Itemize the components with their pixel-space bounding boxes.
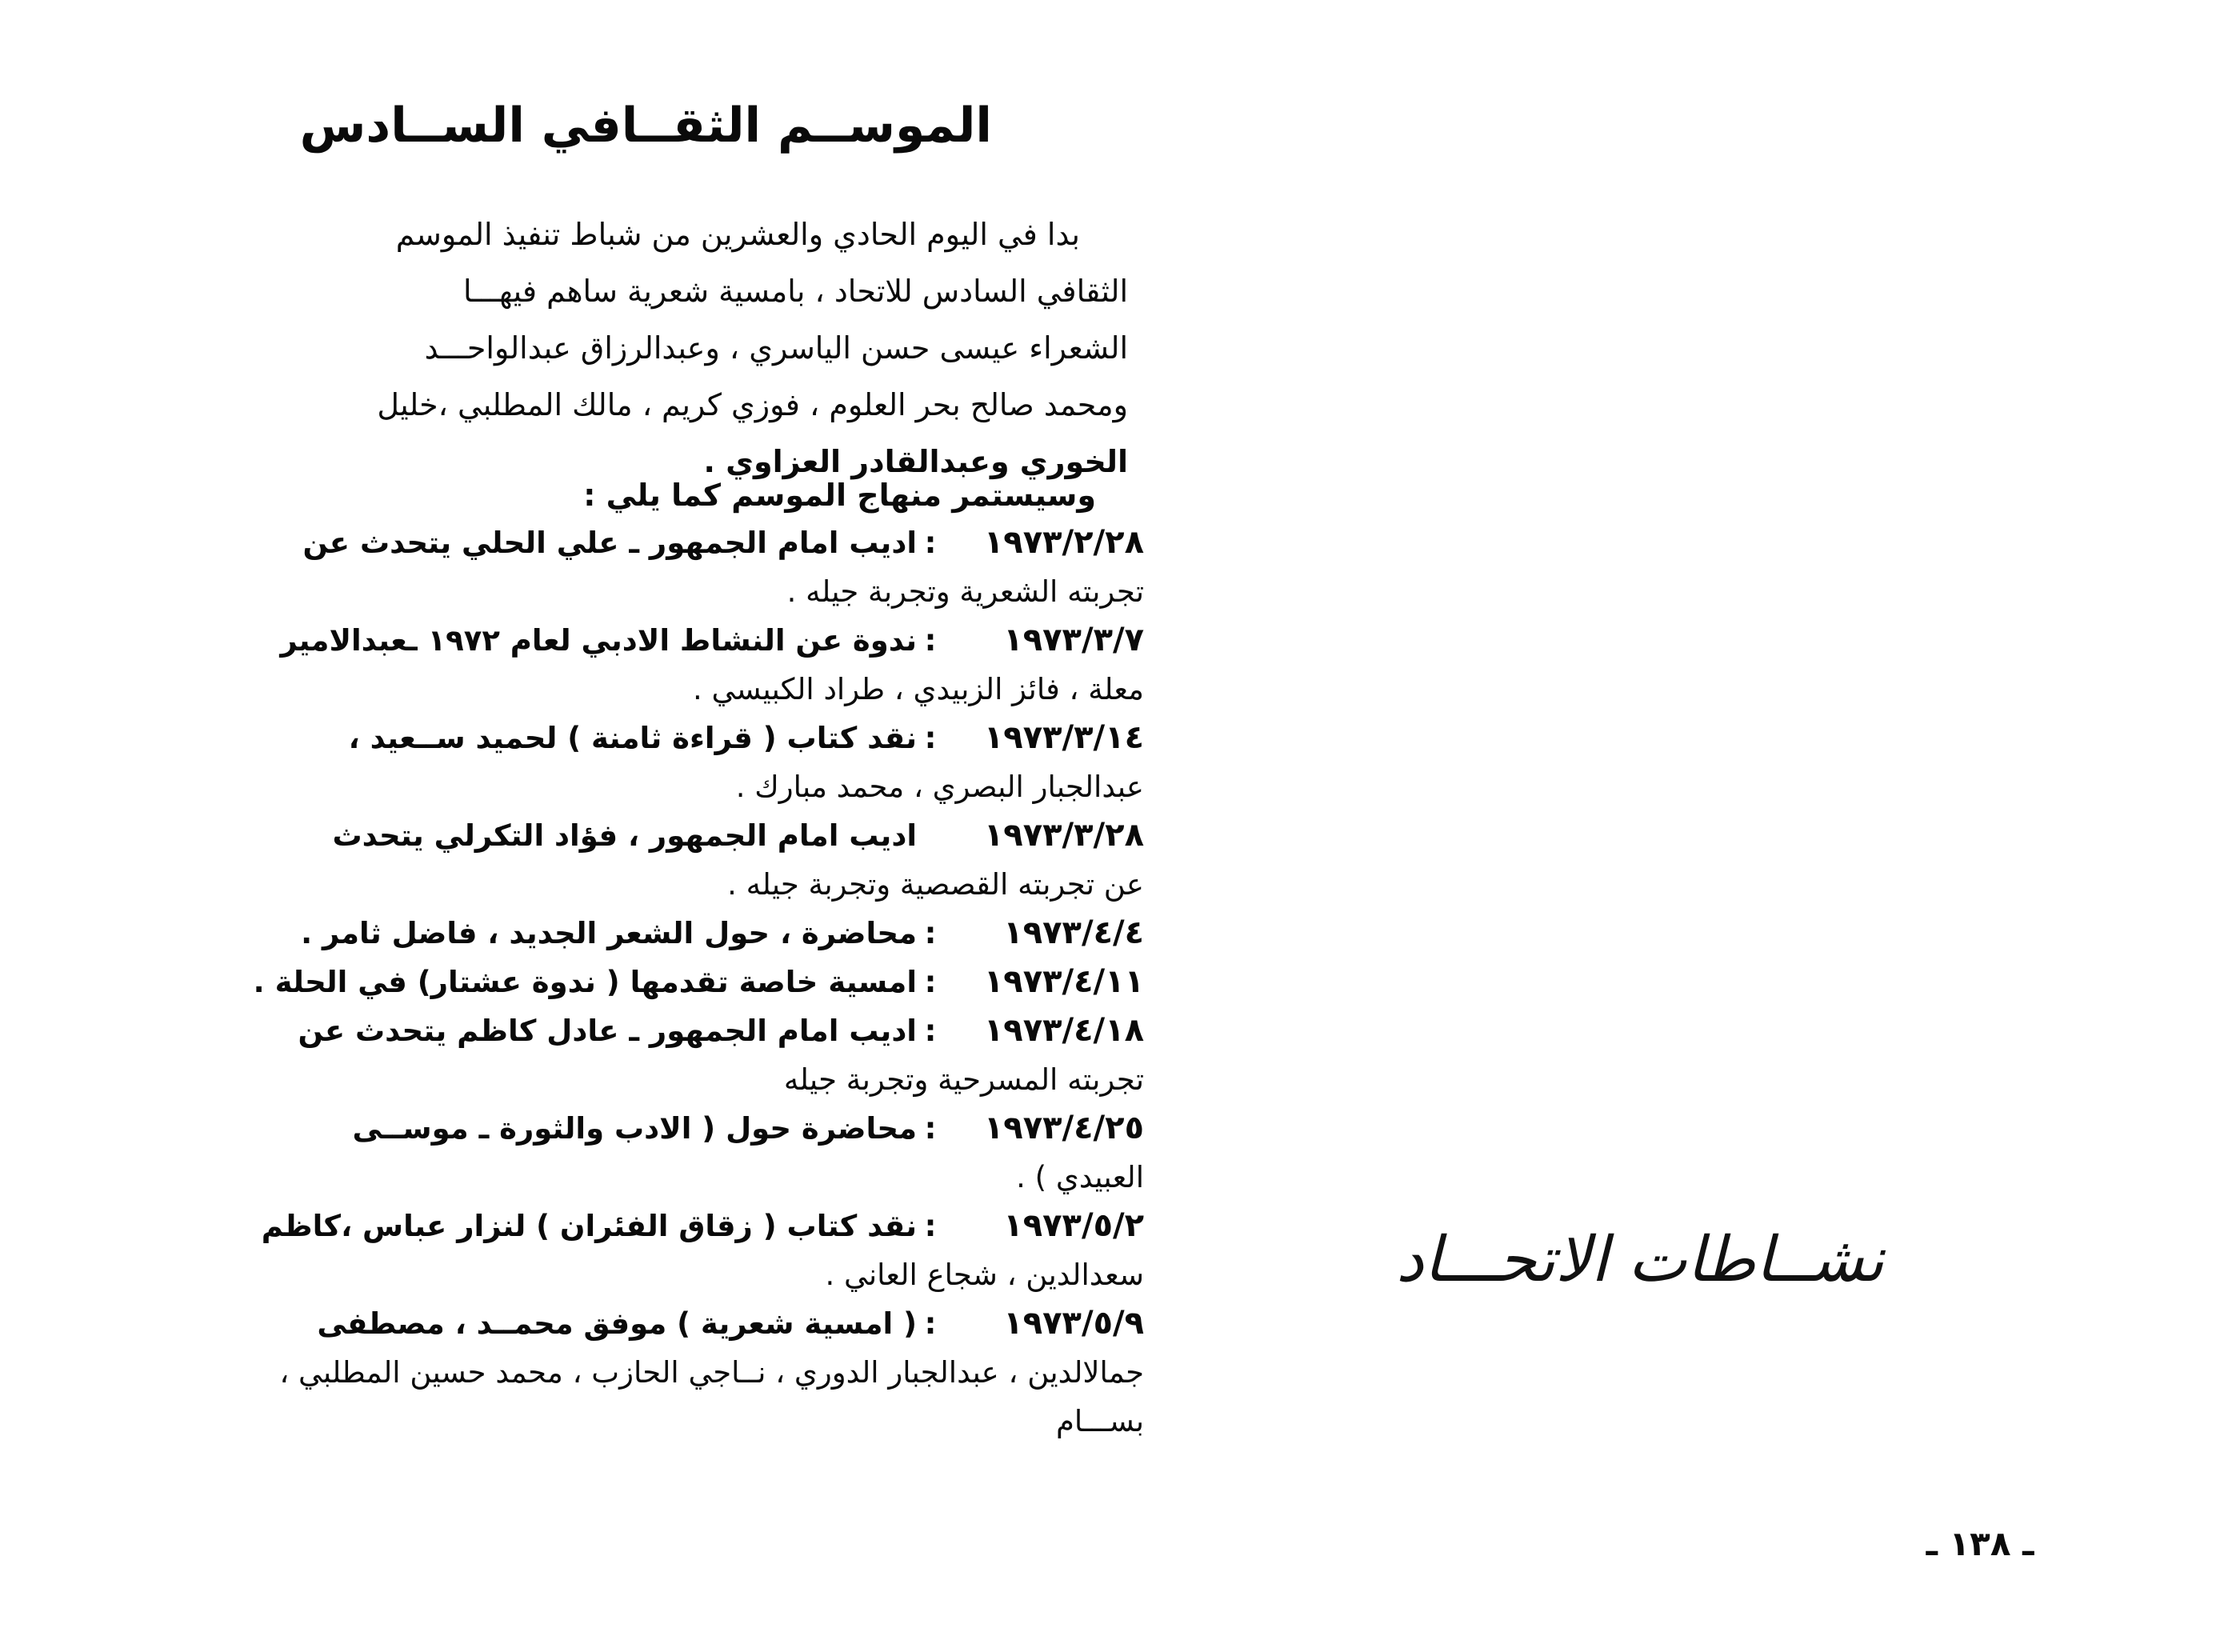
- entry-colon: :: [924, 1014, 937, 1048]
- section-heading-text: نشــاطات الاتحـــاد: [1395, 1224, 1885, 1296]
- schedule-entry: [240, 1006, 1144, 1104]
- schedule-entry: [240, 1104, 1144, 1202]
- section-heading: [1360, 1200, 1920, 1320]
- entry-text: محاضرة حول ( الادب والثورة ـ موســى: [352, 1111, 917, 1146]
- entry-date: ١٩٧٣/٢/٢٨: [983, 524, 1144, 561]
- intro-line: بدا في اليوم الحادي والعشرين من شباط تنفيذ الموسم: [395, 217, 1080, 252]
- entry-continuation: عن تجربته القصصية وتجربة جيله .: [727, 867, 1144, 902]
- entry-date: ١٩٧٣/٥/٢: [1003, 1207, 1144, 1244]
- entry-continuation: عبدالجبار البصري ، محمد مبارك .: [735, 770, 1144, 804]
- entry-date: ١٩٧٣/٣/٧: [1003, 622, 1144, 658]
- entry-text: اديب امام الجمهور ، فؤاد التكرلي يتحدث: [332, 818, 917, 853]
- entry-date: ١٩٧٣/٤/١٨: [983, 1012, 1144, 1049]
- entry-colon: :: [924, 916, 937, 950]
- intro-paragraph: [240, 206, 1128, 490]
- entry-colon: :: [924, 721, 937, 755]
- entry-colon: :: [924, 1306, 937, 1341]
- entry-text: محاضرة ، حول الشعر الجديد ، فاضل ثامر .: [301, 916, 917, 950]
- schedule-intro: وسيستمر منهاج الموسم كما يلي :: [583, 478, 1096, 513]
- schedule-entry: [240, 1299, 1144, 1446]
- entry-colon: :: [924, 526, 937, 560]
- entry-date: ١٩٧٣/٣/٢٨: [983, 817, 1144, 854]
- entry-date: ١٩٧٣/٤/١١: [983, 963, 1144, 1000]
- intro-line: الخوري وعبدالقادر العزاوي .: [703, 444, 1128, 479]
- intro-line: الشعراء عيسى حسن الياسري ، وعبدالرزاق عبدالواحـــد: [424, 330, 1128, 366]
- entry-continuation: الحازب ، محمد حسين المطلبي ، بســـام: [279, 1355, 1144, 1438]
- schedule-entry: [240, 1202, 1144, 1299]
- entry-date: ١٩٧٣/٤/٢٥: [983, 1110, 1144, 1146]
- entry-colon: :: [924, 1111, 937, 1146]
- entry-text: اديب امام الجمهور ـ علي الحلي يتحدث عن: [302, 526, 917, 560]
- schedule-entry: [240, 616, 1144, 714]
- entry-continuation: سعدالدين ، شجاع العاني .: [825, 1258, 1144, 1292]
- schedule-list: [240, 518, 1144, 1446]
- entry-date: ١٩٧٣/٥/٩: [1003, 1305, 1144, 1342]
- schedule-entry: [240, 714, 1144, 811]
- entry-text: امسية خاصة تقدمها ( ندوة عشتار) في الحلة .: [253, 965, 917, 999]
- schedule-entry: [240, 811, 1144, 909]
- schedule-entry: [240, 909, 1144, 958]
- entry-text: نقد كتاب ( زقاق الفئران ) لنزار عباس ،كاظم: [261, 1209, 917, 1243]
- entry-colon: :: [924, 965, 937, 999]
- schedule-entry: [240, 518, 1144, 616]
- entry-continuation: جمالالدين ، عبدالجبار الدوري ، نــاجي: [688, 1355, 1144, 1390]
- entry-colon: :: [924, 623, 937, 658]
- intro-line: ومحمد صالح بحر العلوم ، فوزي كريم ، مالك المطلبي ،خليل: [377, 387, 1128, 422]
- entry-colon: :: [924, 1209, 937, 1243]
- intro-line: الثقافي السادس للاتحاد ، بامسية شعرية ساهم فيهـــا: [462, 274, 1128, 309]
- schedule-entry: [240, 958, 1144, 1006]
- entry-continuation: تجربته الشعرية وتجربة جيله .: [786, 574, 1144, 609]
- page-title: الموســم الثقــافي الســادس: [299, 98, 992, 154]
- page-number: ـ ١٣٨ ـ: [1926, 1524, 2034, 1563]
- entry-text: اديب امام الجمهور ـ عادل كاظم يتحدث عن: [298, 1014, 917, 1048]
- entry-date: ١٩٧٣/٣/١٤: [983, 719, 1144, 756]
- entry-continuation: معلة ، فائز الزبيدي ، طراد الكبيسي .: [693, 672, 1144, 706]
- entry-continuation: تجربته المسرحية وتجربة جيله: [783, 1062, 1144, 1097]
- entry-continuation: العبيدي ) .: [1016, 1160, 1144, 1194]
- entry-text: ( امسية شعرية ) موفق محمــد ، مصطفى: [317, 1306, 917, 1341]
- entry-text: ندوة عن النشاط الادبي لعام ١٩٧٢ ـعبدالامير: [280, 623, 917, 658]
- entry-date: ١٩٧٣/٤/٤: [1003, 914, 1144, 951]
- entry-text: نقد كتاب ( قراءة ثامنة ) لحميد ســعيد ،: [348, 721, 917, 755]
